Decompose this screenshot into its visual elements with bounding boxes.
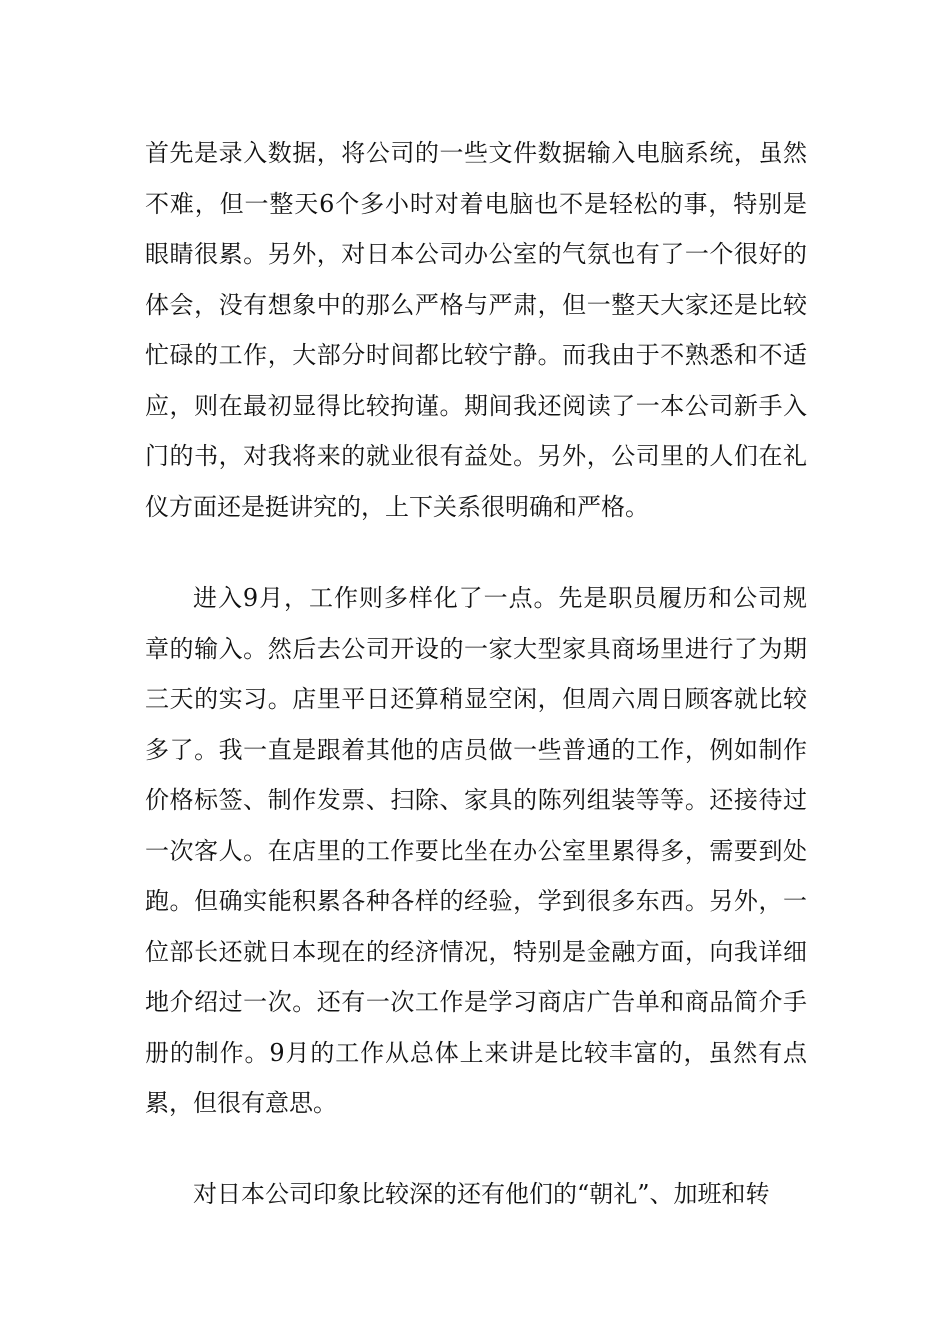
paragraph-impressions: 对日本公司印象比较深的还有他们的“朝礼”、加班和转 <box>193 1180 770 1208</box>
paragraph-data-entry: 首先是录入数据，将公司的一些文件数据输入电脑系统，虽然不难，但一整天6个多小时对着电脑也不是轻松的事，特别是眼睛很累。另外，对日本公司办公室的气氛也有了一个很好的体会，没有想象中的那么严格与严肃，但一整天大家还是比较忙碌的工作，大部分时间都比较宁静。而我由于不熟悉和不适应，则在最初显得比较拘谨。期间我还阅读了一本公司新手入门的书，对我将来的就业很有益处。另外，公司里的人们在礼仪方面还是挺讲究的，上下关系很明确和严格。 <box>145 139 807 521</box>
paragraph-september-work: 进入9月，工作则多样化了一点。先是职员履历和公司规章的输入。然后去公司开设的一家大型家具商场里进行了为期三天的实习。店里平日还算稍显空闲，但周六周日顾客就比较多了。我一直是跟着其他的店员做一些普通的工作，例如制作价格标签、制作发票、扫除、家具的陈列组装等等。还接待过一次客人。在店里的工作要比坐在办公室里累得多，需要到处跑。但确实能积累各种各样的经验，学到很多东西。另外，一位部长还就日本现在的经济情况，特别是金融方面，向我详细地介绍过一次。还有一次工作是学习商店广告单和商品简介手册的制作。9月的工作从总体上来讲是比较丰富的，虽然有点累，但很有意思。 <box>145 584 807 1117</box>
